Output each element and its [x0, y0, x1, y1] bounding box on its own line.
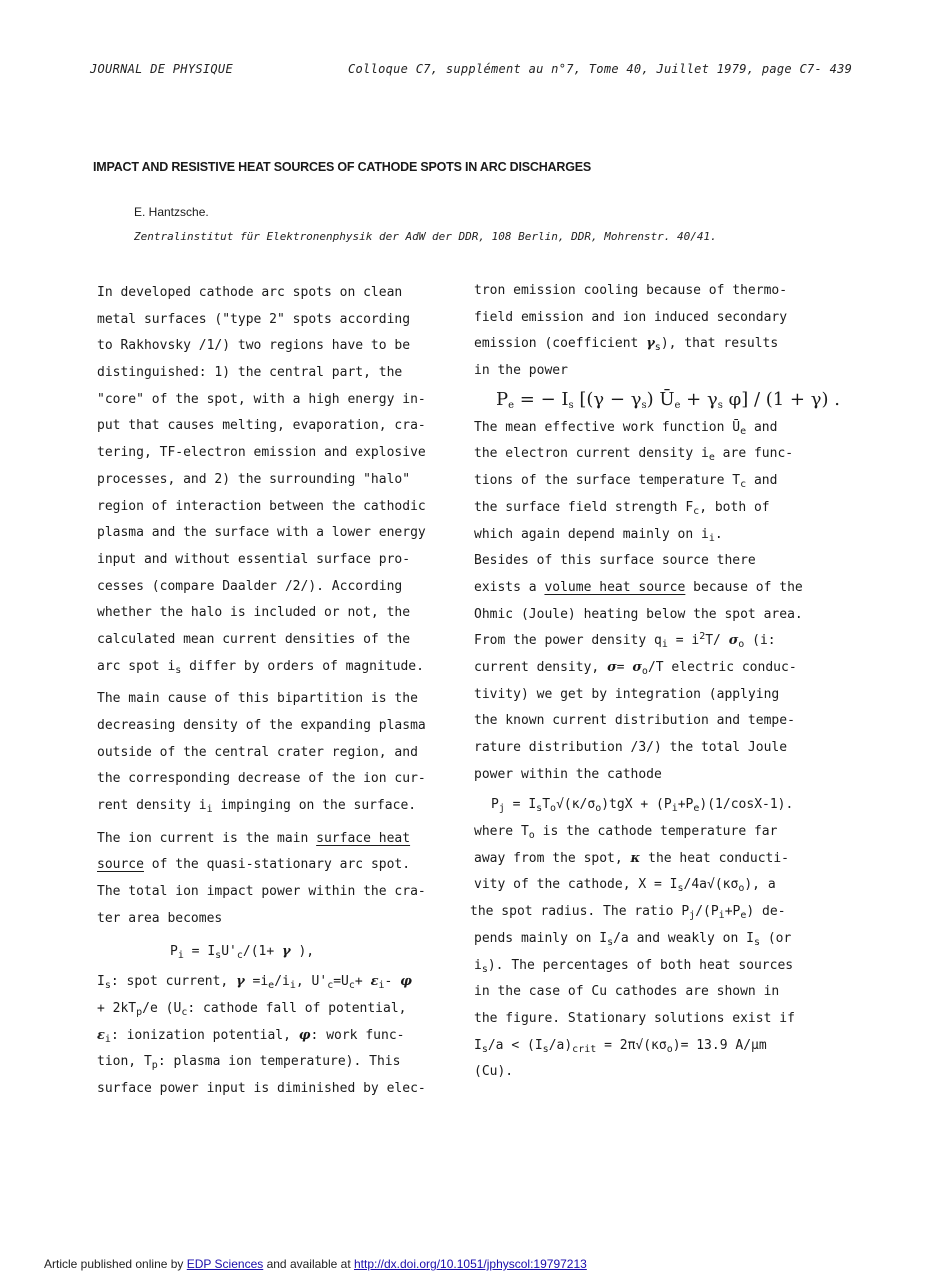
text-line: $i_s$). The percentages of both heat sources — [474, 957, 794, 975]
text-line: power within the cathode — [474, 766, 662, 782]
text-line: in the case of Cu cathodes are shown in — [474, 984, 780, 1000]
text-line: Ohmic (Joule) heating below the spot area. — [474, 606, 803, 622]
text-line: metal surfaces ("type 2" spots according — [97, 311, 411, 327]
equation-ion-power: $P_i = I_sU'_c/(1+ \gamma$ ), — [170, 943, 315, 961]
text-line: tion, $T_p$: plasma ion temperature). This — [97, 1054, 401, 1072]
text-line: calculated mean current densities of the — [97, 631, 411, 647]
text-line: vity of the cathode, $X = I_s/4a√(\kappa\sigma_o)$, a — [474, 877, 776, 895]
equation-joule-power: $P_j = I_sT_o√(\kappa/\sigma_o)tgX + (P_i+P_e)(1/\cos X-1)$. — [491, 797, 794, 815]
underlined-term: volume heat source — [544, 579, 686, 595]
text-line: surface power input is diminished by elec- — [97, 1080, 426, 1096]
text-line: put that causes melting, evaporation, cra- — [97, 418, 426, 434]
text-line: tivity) we get by integration (applying — [474, 686, 780, 702]
text-line: Besides of this surface source there — [474, 553, 756, 569]
text-line: From the power density $q_i = i^2T/$ $\sigma_o$ (i: — [474, 631, 776, 651]
text-line: ter area becomes — [97, 910, 223, 926]
article-author: E. Hantzsche. — [134, 205, 209, 219]
text-line: The mean effective work function $Ū_e$ and — [474, 419, 778, 437]
equation-electron-power: $P_e$ = − $I_s$ [$(\gamma - \gamma_s)$ $Ū_e + \gamma_s$ φ] / (1 + γ) . — [496, 388, 840, 411]
text-line: field emission and ion induced secondary — [474, 309, 788, 325]
text-line: $I_s$: spot current, $\gamma =i_e/i_i$, $U'_c=U_c+ \varepsilon_i-$ φ — [97, 974, 412, 992]
text-line: to Rakhovsky /1/) two regions have to be — [97, 338, 411, 354]
author-affiliation: Zentralinstitut für Elektronenphysik der AdW der DDR, 108 Berlin, DDR, Mohrenstr. 40/41. — [134, 230, 717, 243]
footer-middle: and available at — [263, 1257, 354, 1271]
text-line: cesses (compare Daalder /2/). According — [97, 578, 403, 594]
text-line: tions of the surface temperature $T_c$ and — [474, 473, 778, 491]
doi-link[interactable]: http://dx.doi.org/10.1051/jphyscol:19797213 — [353, 1257, 587, 1271]
text-line: current density, $\sigma= \sigma_o/T$ electric conduc- — [474, 659, 797, 677]
text-line: arc spot $i_s$ differ by orders of magnitude. — [97, 658, 424, 676]
text-line: In developed cathode arc spots on clean — [97, 285, 403, 300]
left-column — [97, 280, 459, 1103]
text-line: the surface field strength $F_c$, both of — [474, 499, 770, 517]
footer-prefix: Article published online by — [44, 1257, 187, 1271]
text-line: the electron current density $i_e$ are func- — [474, 446, 794, 464]
text-line: tering, TF-electron emission and explosive — [97, 445, 426, 461]
text-line: distinguished: 1) the central part, the — [97, 365, 403, 381]
underlined-term: surface heat — [316, 830, 411, 846]
text-line: rature distribution /3/) the total Joule — [474, 740, 788, 755]
text-line: The total ion impact power within the cra- — [97, 884, 426, 900]
journal-name: JOURNAL DE PHYSIQUE — [90, 62, 233, 76]
text-line: The main cause of this bipartition is the — [97, 691, 418, 707]
text-line: plasma and the surface with a lower energy — [97, 525, 426, 541]
text-line: where $T_o$ is the cathode temperature far — [474, 824, 778, 842]
text-line: the corresponding decrease of the ion cur- — [97, 771, 426, 787]
text-line: whether the halo is included or not, the — [97, 605, 411, 621]
text-line: tron emission cooling because of thermo- — [474, 283, 788, 298]
text-line: the known current distribution and tempe- — [474, 713, 795, 729]
text-line: $\varepsilon_i$: ionization potential, φ: work func- — [97, 1027, 405, 1045]
text-line: outside of the central crater region, and — [97, 744, 418, 760]
text-line: pends mainly on $I_s/a$ and weakly on $I_s$ (or — [474, 930, 792, 948]
text-line: rent density $i_i$ impinging on the surface. — [97, 798, 417, 816]
right-column — [470, 278, 840, 1086]
text-line: in the power — [474, 363, 568, 379]
issue-citation: Colloque C7, supplément au n°7, Tome 40, Juillet 1979, page C7- 439 — [348, 62, 853, 76]
text-line: processes, and 2) the surrounding "halo" — [97, 471, 411, 487]
text-line: $I_s/a < (I_s/a)_{crit} = 2\pi√(\kappa\sigma_o)= 13.9$ A/μm — [474, 1037, 767, 1055]
text-line: exists a volume heat source because of the — [474, 579, 803, 595]
text-line: which again depend mainly on $i_i$. — [474, 526, 723, 544]
text-line: input and without essential surface pro- — [97, 551, 411, 567]
text-line: decreasing density of the expanding plasma — [97, 718, 426, 733]
article-title: IMPACT AND RESISTIVE HEAT SOURCES OF CATHODE SPOTS IN ARC DISCHARGES — [93, 160, 592, 174]
text-line: away from the spot, κ the heat conducti- — [474, 850, 790, 866]
text-line: The ion current is the main surface heat — [97, 830, 411, 846]
text-line: (Cu). — [474, 1064, 514, 1080]
text-line: the figure. Stationary solutions exist if — [474, 1010, 795, 1026]
text-line: + $2kT_p/e$ ($U_c$: cathode fall of potential, — [97, 1000, 407, 1018]
underlined-term: source — [97, 857, 144, 873]
text-line: "core" of the spot, with a high energy in- — [97, 391, 426, 407]
publisher-link[interactable]: EDP Sciences — [186, 1257, 264, 1271]
text-line: source of the quasi-stationary arc spot. — [97, 857, 411, 873]
text-line: emission (coefficient $\gamma_s$), that results — [474, 336, 779, 354]
publication-footer — [44, 1257, 587, 1271]
text-line: region of interaction between the cathodic — [97, 498, 426, 514]
text-line: the spot radius. The ratio $P_j/(P_i+P_e)$ de- — [470, 904, 786, 922]
